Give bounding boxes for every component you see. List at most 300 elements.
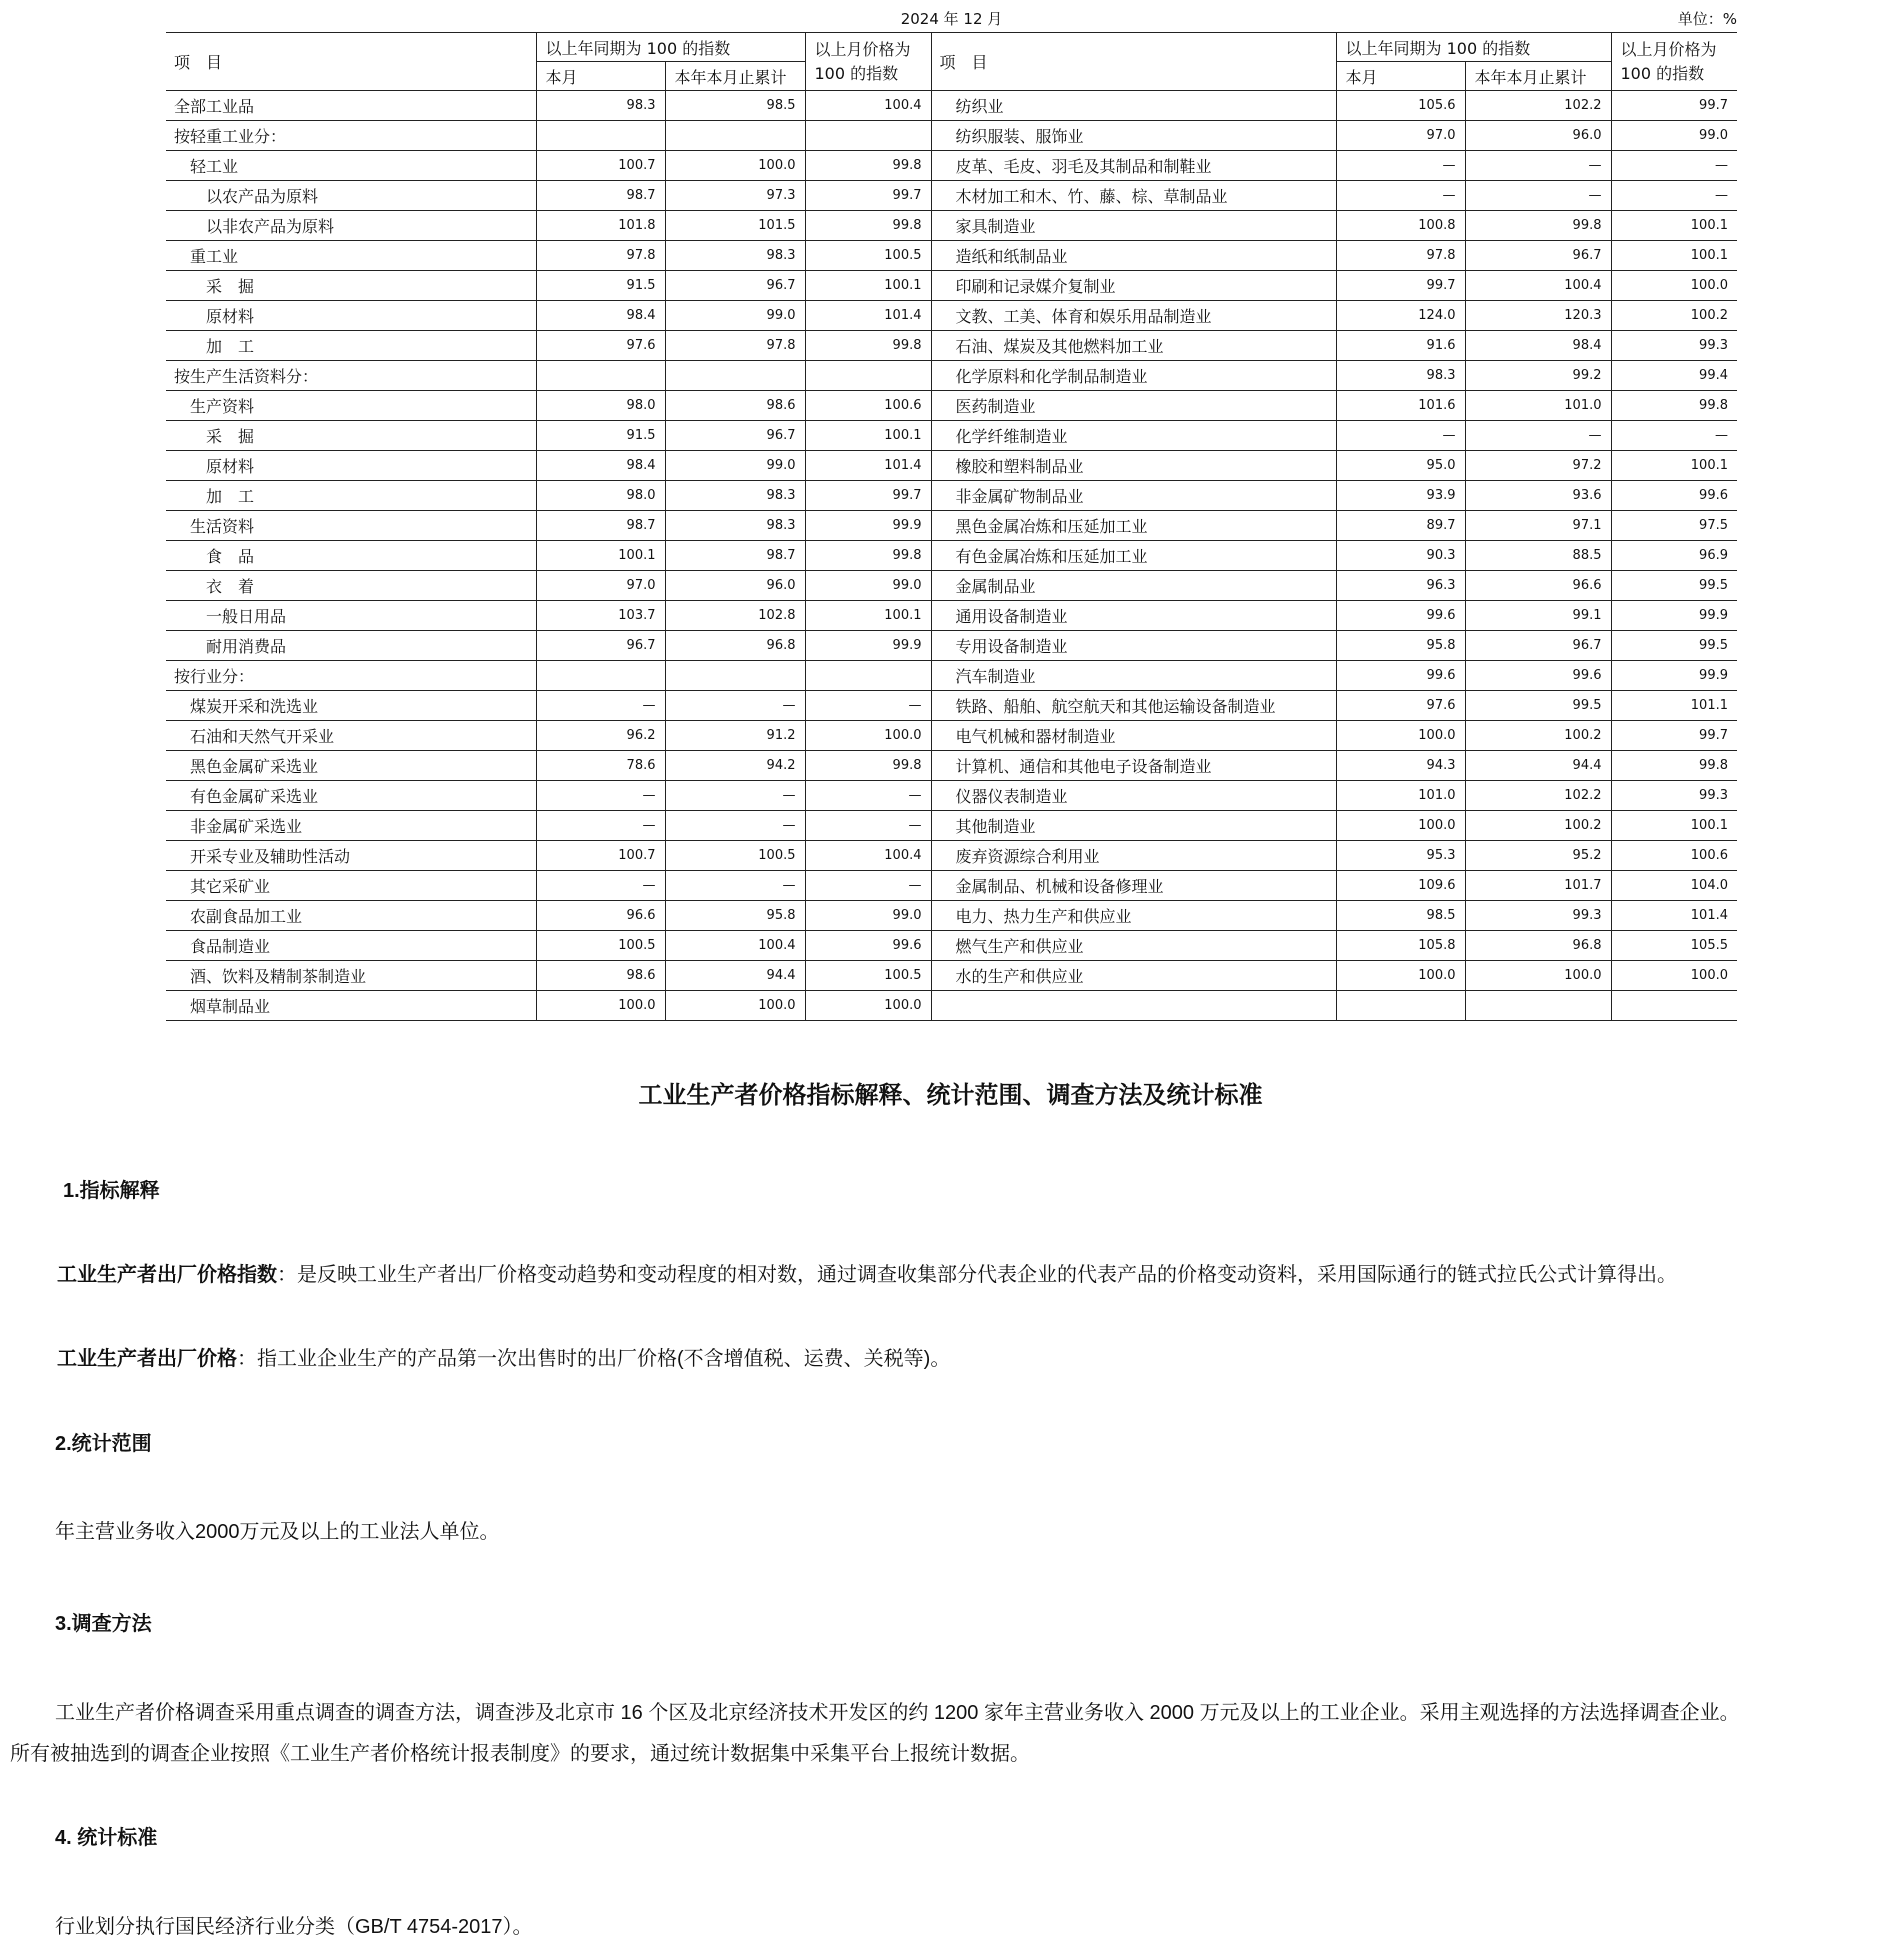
left-mom-value: — <box>805 811 931 841</box>
right-item-name: 家具制造业 <box>931 211 1336 241</box>
right-month-value: — <box>1336 181 1465 211</box>
table-row <box>166 721 1737 751</box>
left-cumulative-value: 100.5 <box>665 841 805 871</box>
ppi-table <box>166 32 1737 1021</box>
definition-ppi-price <box>57 1342 950 1371</box>
left-month-value: 98.4 <box>536 301 665 331</box>
left-month-value: 98.7 <box>536 181 665 211</box>
right-item-name: 皮革、毛皮、羽毛及其制品和制鞋业 <box>931 151 1336 181</box>
definition-ppi-index <box>57 1258 1677 1287</box>
right-item-name: 橡胶和塑料制品业 <box>931 451 1336 481</box>
left-item-name: 生产资料 <box>166 391 536 421</box>
header-month-left: 本月 <box>536 62 665 91</box>
right-mom-value: 100.2 <box>1611 301 1737 331</box>
left-cumulative-value: 98.6 <box>665 391 805 421</box>
right-mom-value: 99.7 <box>1611 721 1737 751</box>
left-month-value: 96.6 <box>536 901 665 931</box>
right-item-name: 专用设备制造业 <box>931 631 1336 661</box>
left-month-value: 98.7 <box>536 511 665 541</box>
header-mom-left: 以上月价格为 100 的指数 <box>805 33 931 91</box>
right-month-value: — <box>1336 421 1465 451</box>
right-item-name: 电气机械和器材制造业 <box>931 721 1336 751</box>
right-cumulative-value: 99.6 <box>1465 661 1611 691</box>
left-item-name: 重工业 <box>166 241 536 271</box>
right-month-value: 124.0 <box>1336 301 1465 331</box>
left-cumulative-value: 100.0 <box>665 151 805 181</box>
left-mom-value: 100.0 <box>805 991 931 1021</box>
right-mom-value: — <box>1611 421 1737 451</box>
right-month-value: — <box>1336 151 1465 181</box>
table-row <box>166 331 1737 361</box>
right-item-name: 其他制造业 <box>931 811 1336 841</box>
left-mom-value: 100.5 <box>805 961 931 991</box>
right-cumulative-value: — <box>1465 151 1611 181</box>
right-item-name: 石油、煤炭及其他燃料加工业 <box>931 331 1336 361</box>
table-row <box>166 901 1737 931</box>
right-mom-value: — <box>1611 181 1737 211</box>
left-month-value: 100.1 <box>536 541 665 571</box>
right-month-value: 89.7 <box>1336 511 1465 541</box>
right-item-name: 化学纤维制造业 <box>931 421 1336 451</box>
right-mom-value: 99.6 <box>1611 481 1737 511</box>
left-mom-value: 99.7 <box>805 181 931 211</box>
right-item-name: 有色金属冶炼和压延加工业 <box>931 541 1336 571</box>
right-mom-value: — <box>1611 151 1737 181</box>
right-item-name: 非金属矿物制品业 <box>931 481 1336 511</box>
table-row <box>166 271 1737 301</box>
term-ppi-price: 工业生产者出厂价格 <box>57 1348 237 1370</box>
right-cumulative-value: 98.4 <box>1465 331 1611 361</box>
right-month-value: 100.0 <box>1336 721 1465 751</box>
right-mom-value: 99.8 <box>1611 751 1737 781</box>
table-row <box>166 91 1737 121</box>
left-item-name: 全部工业品 <box>166 91 536 121</box>
right-month-value: 105.6 <box>1336 91 1465 121</box>
left-mom-value <box>805 361 931 391</box>
right-month-value: 98.3 <box>1336 361 1465 391</box>
section-1-heading: 1.指标解释 <box>63 1180 160 1202</box>
table-row <box>166 211 1737 241</box>
table-row <box>166 241 1737 271</box>
table-row <box>166 181 1737 211</box>
left-item-name: 非金属矿采选业 <box>166 811 536 841</box>
table-row <box>166 511 1737 541</box>
right-cumulative-value: — <box>1465 421 1611 451</box>
left-month-value: 78.6 <box>536 751 665 781</box>
right-month-value: 98.5 <box>1336 901 1465 931</box>
left-mom-value: 99.7 <box>805 481 931 511</box>
table-row <box>166 811 1737 841</box>
left-mom-value: 99.0 <box>805 901 931 931</box>
right-cumulative-value: 97.1 <box>1465 511 1611 541</box>
right-month-value: 99.6 <box>1336 601 1465 631</box>
right-cumulative-value: 93.6 <box>1465 481 1611 511</box>
left-cumulative-value: 98.3 <box>665 511 805 541</box>
left-cumulative-value: 97.8 <box>665 331 805 361</box>
header-month-right: 本月 <box>1336 62 1465 91</box>
table-row <box>166 631 1737 661</box>
left-item-name: 耐用消费品 <box>166 631 536 661</box>
right-cumulative-value: 95.2 <box>1465 841 1611 871</box>
section-3-text-line2: 所有被抽选到的调查企业按照《工业生产者价格统计报表制度》的要求，通过统计数据集中采集平台上报统计数据。 <box>10 1743 1030 1765</box>
right-item-name: 纺织服装、服饰业 <box>931 121 1336 151</box>
left-mom-value: 101.4 <box>805 301 931 331</box>
right-month-value: 97.8 <box>1336 241 1465 271</box>
notes-title: 工业生产者价格指标解释、统计范围、调查方法及统计标准 <box>638 1082 1263 1109</box>
right-month-value: 95.0 <box>1336 451 1465 481</box>
right-mom-value: 100.1 <box>1611 211 1737 241</box>
header-yoy-left: 以上年同期为 100 的指数 <box>536 33 805 62</box>
left-mom-value <box>805 661 931 691</box>
left-item-name: 一般日用品 <box>166 601 536 631</box>
left-mom-value: 100.6 <box>805 391 931 421</box>
left-cumulative-value: 100.0 <box>665 991 805 1021</box>
left-cumulative-value: 95.8 <box>665 901 805 931</box>
section-4-text: 行业划分执行国民经济行业分类（GB/T 4754-2017）。 <box>55 1916 533 1938</box>
right-month-value: 101.0 <box>1336 781 1465 811</box>
left-mom-value: — <box>805 871 931 901</box>
right-cumulative-value: 96.6 <box>1465 571 1611 601</box>
right-month-value: 105.8 <box>1336 931 1465 961</box>
right-cumulative-value: — <box>1465 181 1611 211</box>
right-mom-value: 104.0 <box>1611 871 1737 901</box>
right-mom-value: 99.8 <box>1611 391 1737 421</box>
left-cumulative-value: 100.4 <box>665 931 805 961</box>
header-yoy-right: 以上年同期为 100 的指数 <box>1336 33 1611 62</box>
table-row <box>166 571 1737 601</box>
right-mom-value: 99.9 <box>1611 661 1737 691</box>
table-row <box>166 841 1737 871</box>
table-row <box>166 121 1737 151</box>
header-item-right: 项 目 <box>931 33 1336 91</box>
right-cumulative-value: 99.1 <box>1465 601 1611 631</box>
left-cumulative-value: 102.8 <box>665 601 805 631</box>
right-cumulative-value: 99.5 <box>1465 691 1611 721</box>
left-item-name: 采 掘 <box>166 421 536 451</box>
table-body <box>166 91 1737 1021</box>
left-item-name: 采 掘 <box>166 271 536 301</box>
right-item-name: 仪器仪表制造业 <box>931 781 1336 811</box>
left-item-name: 煤炭开采和洗选业 <box>166 691 536 721</box>
left-cumulative-value: 99.0 <box>665 301 805 331</box>
right-cumulative-value: 99.2 <box>1465 361 1611 391</box>
right-month-value: 97.6 <box>1336 691 1465 721</box>
right-month-value: 99.6 <box>1336 661 1465 691</box>
left-item-name: 酒、饮料及精制茶制造业 <box>166 961 536 991</box>
left-month-value: 100.5 <box>536 931 665 961</box>
table-row <box>166 691 1737 721</box>
right-month-value: 97.0 <box>1336 121 1465 151</box>
header-cumulative-right: 本年本月止累计 <box>1465 62 1611 91</box>
left-month-value: 97.0 <box>536 571 665 601</box>
left-mom-value: 100.4 <box>805 841 931 871</box>
right-month-value: 99.7 <box>1336 271 1465 301</box>
definition-ppi-price-text: ：指工业企业生产的产品第一次出售时的出厂价格(不含增值税、运费、关税等)。 <box>237 1348 951 1370</box>
left-month-value: — <box>536 871 665 901</box>
left-month-value: 91.5 <box>536 421 665 451</box>
left-cumulative-value: — <box>665 691 805 721</box>
right-mom-value: 101.1 <box>1611 691 1737 721</box>
table-row <box>166 601 1737 631</box>
right-cumulative-value: 100.4 <box>1465 271 1611 301</box>
right-cumulative-value <box>1465 991 1611 1021</box>
right-cumulative-value: 96.0 <box>1465 121 1611 151</box>
left-month-value: 98.0 <box>536 481 665 511</box>
left-month-value: 100.7 <box>536 841 665 871</box>
right-mom-value: 100.0 <box>1611 961 1737 991</box>
right-cumulative-value: 97.2 <box>1465 451 1611 481</box>
right-item-name: 黑色金属冶炼和压延加工业 <box>931 511 1336 541</box>
table-row <box>166 421 1737 451</box>
right-month-value: 101.6 <box>1336 391 1465 421</box>
left-item-name: 其它采矿业 <box>166 871 536 901</box>
left-cumulative-value: 96.0 <box>665 571 805 601</box>
left-mom-value: 99.9 <box>805 631 931 661</box>
right-item-name: 造纸和纸制品业 <box>931 241 1336 271</box>
section-2-heading: 2.统计范围 <box>55 1433 152 1455</box>
definition-ppi-index-text: ：是反映工业生产者出厂价格变动趋势和变动程度的相对数，通过调查收集部分代表企业的代表产品的价格变动资料，采用国际通行的链式拉氏公式计算得出。 <box>277 1264 1677 1286</box>
left-item-name: 轻工业 <box>166 151 536 181</box>
left-month-value <box>536 121 665 151</box>
left-item-name: 黑色金属矿采选业 <box>166 751 536 781</box>
left-item-name: 烟草制品业 <box>166 991 536 1021</box>
left-item-name: 开采专业及辅助性活动 <box>166 841 536 871</box>
left-mom-value: 100.1 <box>805 601 931 631</box>
right-item-name: 通用设备制造业 <box>931 601 1336 631</box>
left-month-value: 98.4 <box>536 451 665 481</box>
header-cumulative-left: 本年本月止累计 <box>665 62 805 91</box>
table-row <box>166 751 1737 781</box>
right-mom-value: 105.5 <box>1611 931 1737 961</box>
left-mom-value: 99.9 <box>805 511 931 541</box>
left-month-value: 103.7 <box>536 601 665 631</box>
left-mom-value <box>805 121 931 151</box>
left-mom-value: 99.8 <box>805 211 931 241</box>
right-mom-value: 99.3 <box>1611 331 1737 361</box>
section-2-text: 年主营业务收入2000万元及以上的工业法人单位。 <box>55 1521 500 1543</box>
right-mom-value: 96.9 <box>1611 541 1737 571</box>
table-caption <box>166 0 1737 32</box>
left-month-value: — <box>536 811 665 841</box>
right-cumulative-value: 96.7 <box>1465 241 1611 271</box>
section-3-heading: 3.调查方法 <box>55 1613 152 1635</box>
term-ppi-index: 工业生产者出厂价格指数 <box>57 1264 277 1286</box>
left-month-value: 100.7 <box>536 151 665 181</box>
right-item-name: 水的生产和供应业 <box>931 961 1336 991</box>
right-month-value: 109.6 <box>1336 871 1465 901</box>
left-mom-value: — <box>805 691 931 721</box>
right-cumulative-value: 100.0 <box>1465 961 1611 991</box>
table-row <box>166 991 1737 1021</box>
left-mom-value: 100.1 <box>805 271 931 301</box>
right-mom-value: 99.9 <box>1611 601 1737 631</box>
left-item-name: 以非农产品为原料 <box>166 211 536 241</box>
left-month-value <box>536 361 665 391</box>
right-item-name: 电力、热力生产和供应业 <box>931 901 1336 931</box>
left-item-name: 生活资料 <box>166 511 536 541</box>
left-mom-value: 99.8 <box>805 541 931 571</box>
right-mom-value: 100.6 <box>1611 841 1737 871</box>
table-row <box>166 301 1737 331</box>
right-cumulative-value: 88.5 <box>1465 541 1611 571</box>
left-cumulative-value: 99.0 <box>665 451 805 481</box>
left-cumulative-value: 94.4 <box>665 961 805 991</box>
unit-label: 单位：% <box>1677 10 1737 28</box>
left-month-value: — <box>536 691 665 721</box>
right-month-value: 95.3 <box>1336 841 1465 871</box>
right-item-name: 纺织业 <box>931 91 1336 121</box>
right-mom-value: 99.4 <box>1611 361 1737 391</box>
right-mom-value: 100.1 <box>1611 451 1737 481</box>
right-cumulative-value: 101.0 <box>1465 391 1611 421</box>
table-row <box>166 871 1737 901</box>
left-month-value: 96.7 <box>536 631 665 661</box>
right-mom-value: 99.7 <box>1611 91 1737 121</box>
left-mom-value: 99.6 <box>805 931 931 961</box>
right-cumulative-value: 120.3 <box>1465 301 1611 331</box>
right-mom-value: 99.0 <box>1611 121 1737 151</box>
left-cumulative-value: 98.7 <box>665 541 805 571</box>
right-cumulative-value: 102.2 <box>1465 91 1611 121</box>
table-row <box>166 451 1737 481</box>
right-mom-value: 100.1 <box>1611 811 1737 841</box>
right-month-value: 90.3 <box>1336 541 1465 571</box>
left-month-value: 98.0 <box>536 391 665 421</box>
report-date: 2024 年 12 月 <box>900 10 1003 28</box>
left-cumulative-value: 101.5 <box>665 211 805 241</box>
left-month-value: 101.8 <box>536 211 665 241</box>
left-cumulative-value <box>665 661 805 691</box>
left-item-name: 有色金属矿采选业 <box>166 781 536 811</box>
left-item-name: 按行业分： <box>166 661 536 691</box>
right-item-name: 汽车制造业 <box>931 661 1336 691</box>
left-month-value: 91.5 <box>536 271 665 301</box>
right-item-name: 计算机、通信和其他电子设备制造业 <box>931 751 1336 781</box>
right-cumulative-value: 99.8 <box>1465 211 1611 241</box>
left-cumulative-value: 97.3 <box>665 181 805 211</box>
table-row <box>166 931 1737 961</box>
right-item-name: 印刷和记录媒介复制业 <box>931 271 1336 301</box>
table-row <box>166 361 1737 391</box>
right-item-name: 燃气生产和供应业 <box>931 931 1336 961</box>
right-cumulative-value: 99.3 <box>1465 901 1611 931</box>
right-mom-value: 97.5 <box>1611 511 1737 541</box>
left-month-value: 96.2 <box>536 721 665 751</box>
left-item-name: 原材料 <box>166 451 536 481</box>
right-month-value: 100.8 <box>1336 211 1465 241</box>
left-item-name: 按生产生活资料分： <box>166 361 536 391</box>
right-month-value: 95.8 <box>1336 631 1465 661</box>
right-mom-value <box>1611 991 1737 1021</box>
left-month-value: 97.8 <box>536 241 665 271</box>
left-month-value: 97.6 <box>536 331 665 361</box>
table-row <box>166 661 1737 691</box>
right-item-name: 木材加工和木、竹、藤、棕、草制品业 <box>931 181 1336 211</box>
right-cumulative-value: 94.4 <box>1465 751 1611 781</box>
right-mom-value: 99.5 <box>1611 631 1737 661</box>
right-item-name: 废弃资源综合利用业 <box>931 841 1336 871</box>
right-item-name: 金属制品业 <box>931 571 1336 601</box>
left-item-name: 原材料 <box>166 301 536 331</box>
table-row <box>166 391 1737 421</box>
left-cumulative-value: — <box>665 871 805 901</box>
left-mom-value: 99.8 <box>805 751 931 781</box>
left-cumulative-value: — <box>665 811 805 841</box>
section-4-heading: 4. 统计标准 <box>55 1827 158 1849</box>
right-cumulative-value: 96.8 <box>1465 931 1611 961</box>
left-mom-value: 100.4 <box>805 91 931 121</box>
right-item-name: 金属制品、机械和设备修理业 <box>931 871 1336 901</box>
left-cumulative-value: 91.2 <box>665 721 805 751</box>
right-item-name: 医药制造业 <box>931 391 1336 421</box>
right-item-name: 化学原料和化学制品制造业 <box>931 361 1336 391</box>
header-mom-right: 以上月价格为 100 的指数 <box>1611 33 1737 91</box>
left-mom-value: 100.1 <box>805 421 931 451</box>
right-month-value: 100.0 <box>1336 811 1465 841</box>
left-item-name: 石油和天然气开采业 <box>166 721 536 751</box>
table-row <box>166 151 1737 181</box>
right-mom-value: 101.4 <box>1611 901 1737 931</box>
right-month-value: 91.6 <box>1336 331 1465 361</box>
left-cumulative-value <box>665 121 805 151</box>
left-cumulative-value: 98.3 <box>665 481 805 511</box>
right-month-value: 94.3 <box>1336 751 1465 781</box>
right-item-name: 铁路、船舶、航空航天和其他运输设备制造业 <box>931 691 1336 721</box>
left-cumulative-value: 98.3 <box>665 241 805 271</box>
right-cumulative-value: 96.7 <box>1465 631 1611 661</box>
ppi-table-section <box>166 0 1737 1021</box>
table-row <box>166 481 1737 511</box>
left-mom-value: 99.0 <box>805 571 931 601</box>
right-mom-value: 100.0 <box>1611 271 1737 301</box>
right-cumulative-value: 102.2 <box>1465 781 1611 811</box>
left-cumulative-value: 96.7 <box>665 271 805 301</box>
right-cumulative-value: 101.7 <box>1465 871 1611 901</box>
table-row <box>166 541 1737 571</box>
left-mom-value: 99.8 <box>805 331 931 361</box>
right-mom-value: 100.1 <box>1611 241 1737 271</box>
right-item-name: 文教、工美、体育和娱乐用品制造业 <box>931 301 1336 331</box>
section-3-text-line1: 工业生产者价格调查采用重点调查的调查方法，调查涉及北京市 16 个区及北京经济技术开发区的约 1200 家年主营业务收入 2000 万元及以上的工业企业。采用主观选择的方法选择调查企业。 <box>55 1702 1740 1724</box>
left-item-name: 食 品 <box>166 541 536 571</box>
header-item-left: 项 目 <box>166 33 536 91</box>
right-mom-value: 99.5 <box>1611 571 1737 601</box>
table-row <box>166 961 1737 991</box>
left-item-name: 衣 着 <box>166 571 536 601</box>
right-cumulative-value: 100.2 <box>1465 811 1611 841</box>
left-month-value: 100.0 <box>536 991 665 1021</box>
left-mom-value: — <box>805 781 931 811</box>
left-item-name: 按轻重工业分： <box>166 121 536 151</box>
right-month-value: 96.3 <box>1336 571 1465 601</box>
left-item-name: 食品制造业 <box>166 931 536 961</box>
right-item-name <box>931 991 1336 1021</box>
left-mom-value: 99.8 <box>805 151 931 181</box>
left-item-name: 农副食品加工业 <box>166 901 536 931</box>
left-cumulative-value: — <box>665 781 805 811</box>
left-month-value: — <box>536 781 665 811</box>
right-mom-value: 99.3 <box>1611 781 1737 811</box>
left-cumulative-value <box>665 361 805 391</box>
left-cumulative-value: 96.8 <box>665 631 805 661</box>
right-month-value <box>1336 991 1465 1021</box>
left-cumulative-value: 94.2 <box>665 751 805 781</box>
right-cumulative-value: 100.2 <box>1465 721 1611 751</box>
left-cumulative-value: 98.5 <box>665 91 805 121</box>
left-cumulative-value: 96.7 <box>665 421 805 451</box>
left-month-value: 98.3 <box>536 91 665 121</box>
left-item-name: 加 工 <box>166 331 536 361</box>
